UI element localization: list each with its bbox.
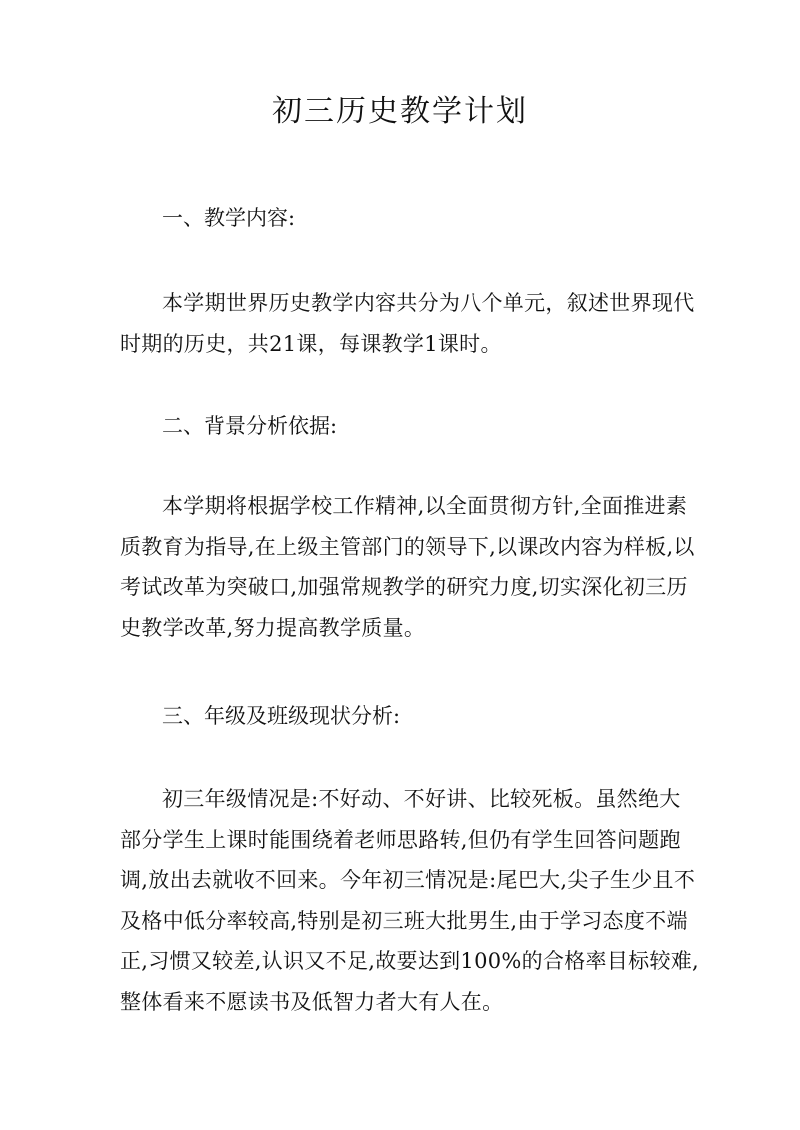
section-heading-background: 二、背景分析依据: <box>162 414 338 438</box>
document-title: 初三历史教学计划 <box>272 94 528 129</box>
section-body-content: 本学期世界历史教学内容共分为八个单元，叙述世界现代时期的历史，共21课，每课教学1课时。 <box>120 291 695 356</box>
section-heading-content: 一、教学内容: <box>162 206 296 230</box>
section-heading-grade-analysis: 三、年级及班级现状分析: <box>162 704 401 728</box>
section-body-background: 本学期将根据学校工作精神,以全面贯彻方针,全面推进素质教育为指导,在上级主管部门的领导下,以课改内容为样板,以考试改革为突破口,加强常规教学的研究力度,切实深化初三历史教学改革,努力提高教学质量。 <box>120 494 695 640</box>
section-body-grade-analysis: 初三年级情况是:不好动、不好讲、比较死板。虽然绝大部分学生上课时能围绕着老师思路转,但仍有学生回答问题跑调,放出去就收不回来。今年初三情况是:尾巴大,尖子生少且不及格中低分率较高,特别是初三班大批男生,由于学习态度不端正,习惯又较差,认识又不足,故要达到100%的合格率目标较难,整体看来不愿读书及低智力者大有人在。 <box>120 787 700 1014</box>
